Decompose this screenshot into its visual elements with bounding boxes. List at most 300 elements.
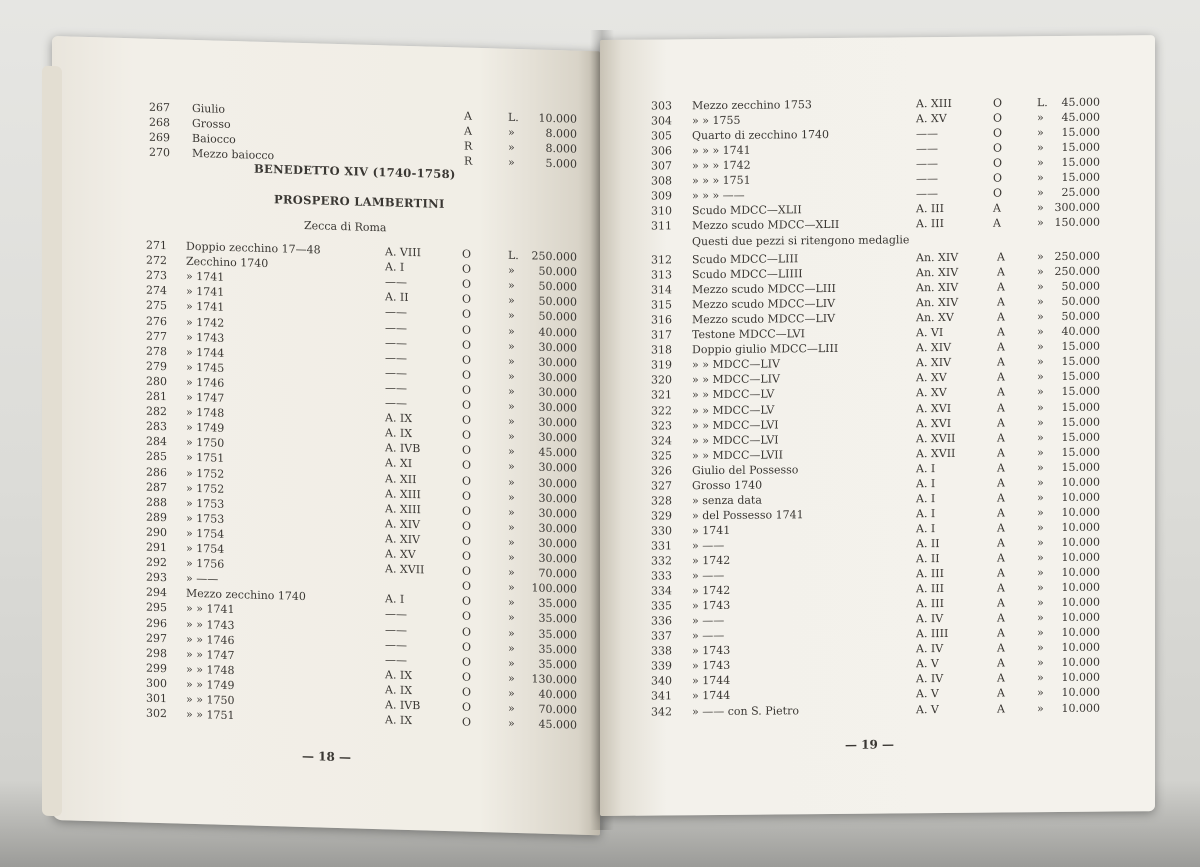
coin-year: A. I: [916, 506, 936, 521]
item-number: 287: [146, 480, 167, 494]
coin-name: » » MDCC—LV: [692, 402, 775, 417]
currency-mark: »: [508, 339, 515, 353]
currency-mark: »: [1037, 581, 1044, 595]
metal-code: A: [997, 325, 1005, 339]
item-number: 315: [651, 298, 672, 312]
left-header-rows: [52, 36, 600, 171]
currency-mark: »: [508, 656, 515, 670]
coin-year: A. XIV: [385, 517, 421, 532]
currency-mark: »: [1037, 460, 1044, 474]
coin-name: » 1744: [186, 345, 225, 360]
currency-mark: »: [508, 399, 515, 413]
coin-value: 15.000: [1061, 354, 1100, 369]
metal-code: A: [997, 491, 1005, 505]
currency-mark: »: [1037, 505, 1044, 520]
metal-code: O: [993, 186, 1003, 200]
metal-code: O: [462, 247, 472, 261]
metal-code: A: [997, 370, 1005, 384]
item-number: 293: [146, 570, 167, 585]
metal-code: O: [993, 111, 1003, 125]
coin-value: 45.000: [1061, 95, 1100, 109]
coin-name: » 1744: [692, 689, 731, 703]
item-number: 306: [651, 144, 672, 158]
metal-code: O: [993, 156, 1003, 170]
coin-value: 70.000: [538, 702, 577, 717]
metal-code: O: [462, 715, 472, 729]
grade-code: A: [464, 124, 472, 138]
metal-code: A: [997, 280, 1005, 294]
grade-code: R: [464, 154, 473, 168]
coin-name: Doppio zecchino 17—48: [186, 239, 321, 257]
item-number: 327: [651, 479, 672, 493]
coin-year: A. IIII: [916, 627, 949, 641]
currency-mark: »: [508, 596, 515, 610]
coin-value: 10.000: [1061, 610, 1100, 625]
coin-year: A. IX: [385, 713, 413, 728]
item-number: 280: [146, 374, 167, 389]
coin-value: 35.000: [538, 642, 577, 657]
coin-year: A. XV: [385, 547, 416, 562]
item-number: 270: [149, 145, 170, 160]
currency-mark: »: [508, 535, 515, 549]
coin-year: A. IVB: [385, 441, 421, 456]
metal-code: A: [993, 201, 1001, 215]
metal-code: A: [997, 250, 1005, 264]
currency-mark: »: [508, 125, 515, 139]
coin-value: 130.000: [531, 672, 577, 687]
coin-value: 35.000: [538, 657, 577, 672]
metal-code: O: [462, 322, 472, 337]
coin-name: » del Possesso 1741: [692, 508, 804, 523]
currency-mark: »: [1037, 566, 1044, 580]
metal-code: O: [462, 609, 472, 624]
coin-year: A. IX: [385, 426, 413, 441]
coin-year: A. II: [916, 552, 940, 566]
metal-code: A: [997, 476, 1005, 490]
metal-code: A: [997, 611, 1005, 625]
metal-code: A: [997, 686, 1005, 700]
coin-year: A. XV: [916, 111, 947, 126]
coin-value: 30.000: [538, 551, 577, 566]
coin-value: 35.000: [538, 596, 577, 611]
section-subheading-mint: Zecca di Roma: [304, 219, 387, 235]
currency-mark: »: [508, 520, 515, 534]
item-number: 307: [651, 159, 672, 173]
coin-year: A. IVB: [385, 698, 421, 713]
coin-name: Scudo MDCC—XLII: [692, 203, 802, 218]
coin-name: » » 1749: [186, 677, 235, 692]
item-number: 272: [146, 253, 167, 268]
currency-mark: »: [1037, 475, 1044, 489]
item-number: 331: [651, 539, 672, 553]
coin-name: » 1743: [692, 644, 731, 658]
coin-value: 15.000: [1061, 339, 1100, 354]
currency-mark: »: [1037, 280, 1044, 294]
coin-name: Testone MDCC—LVI: [692, 327, 805, 342]
coin-name: » ——: [692, 629, 725, 643]
currency-mark: »: [508, 641, 515, 655]
coin-year: ——: [385, 350, 407, 365]
currency-mark: »: [508, 716, 515, 731]
coin-year: An. XV: [916, 311, 954, 325]
coin-year: A. XIII: [916, 96, 952, 111]
metal-code: O: [462, 338, 472, 352]
coin-name: Scudo MDCC—LIIII: [692, 267, 803, 282]
coin-value: 30.000: [538, 460, 577, 476]
currency-mark: »: [1037, 216, 1044, 230]
metal-code: O: [462, 594, 472, 609]
coin-name: Mezzo scudo MDCC—LIV: [692, 297, 836, 312]
coin-name: Scudo MDCC—LIII: [692, 252, 799, 267]
coin-year: ——: [385, 335, 407, 350]
coin-name: » ——: [692, 538, 725, 553]
coin-name: » 1756: [186, 556, 225, 571]
metal-code: A: [997, 656, 1005, 670]
coin-year: A. IX: [385, 411, 413, 426]
metal-code: O: [462, 353, 472, 367]
coin-name: » » MDCC—LV: [692, 387, 775, 402]
item-number: 273: [146, 268, 167, 283]
coin-name: Baiocco: [192, 131, 236, 147]
coin-value: 10.000: [1061, 640, 1100, 655]
coin-year: A. I: [385, 592, 405, 607]
currency-mark: »: [1037, 111, 1044, 125]
coin-name: » » 1751: [186, 707, 235, 723]
right-page: [600, 35, 1155, 816]
item-number: 296: [146, 616, 167, 630]
coin-value: 35.000: [538, 627, 577, 642]
coin-value: 50.000: [538, 279, 577, 294]
currency-mark: »: [508, 550, 515, 564]
item-number: 308: [651, 174, 672, 188]
metal-code: A: [997, 310, 1005, 324]
item-number: 281: [146, 389, 167, 404]
currency-mark: »: [1037, 686, 1044, 700]
coin-year: A. V: [916, 687, 939, 701]
coin-value: 10.000: [1061, 490, 1100, 504]
coin-year: ——: [385, 275, 407, 290]
coin-name: » 1741: [186, 285, 225, 300]
coin-value: 30.000: [538, 476, 577, 491]
coin-value: 10.000: [1061, 520, 1100, 534]
coin-name: » 1746: [186, 375, 225, 390]
coin-name: » 1741: [692, 523, 731, 538]
coin-name: » » MDCC—LVII: [692, 448, 784, 462]
coin-value: 15.000: [1061, 385, 1100, 399]
coin-value: 45.000: [538, 717, 577, 732]
coin-value: 30.000: [538, 506, 577, 521]
coin-name: » 1743: [692, 599, 731, 613]
coin-year: ——: [385, 305, 407, 320]
metal-code: O: [462, 307, 472, 322]
metal-code: O: [462, 489, 472, 503]
coin-name: » » 1741: [186, 602, 235, 617]
item-number: 314: [651, 283, 672, 297]
coin-value: 10.000: [1061, 535, 1100, 549]
coin-name: » 1742: [692, 583, 731, 598]
metal-code: O: [462, 504, 472, 518]
metal-code: A: [997, 295, 1005, 309]
coin-value: 15.000: [1061, 415, 1100, 429]
metal-code: O: [462, 277, 472, 291]
coin-value: 10.000: [1061, 580, 1100, 595]
currency-mark: »: [1037, 310, 1044, 324]
coin-name: » 1752: [186, 466, 225, 481]
coin-value: 40.000: [1061, 324, 1100, 339]
metal-code: A: [997, 671, 1005, 685]
metal-code: A: [997, 626, 1005, 640]
item-number: 333: [651, 569, 672, 583]
currency-mark: »: [1037, 626, 1044, 640]
metal-code: O: [993, 96, 1003, 110]
coin-value: 50.000: [1061, 279, 1100, 294]
item-number: 311: [651, 219, 672, 233]
currency-mark: »: [508, 580, 515, 595]
coin-year: A. III: [916, 567, 944, 581]
coin-name: » » MDCC—LIV: [692, 372, 780, 387]
item-number: 285: [146, 450, 167, 464]
coin-name: » » » ——: [692, 188, 745, 203]
item-number: 323: [651, 418, 672, 433]
currency-mark: »: [508, 701, 515, 715]
metal-code: O: [993, 171, 1003, 185]
left-page: [52, 36, 600, 835]
metal-code: O: [462, 398, 472, 412]
currency-mark: »: [1037, 340, 1044, 354]
coin-value: 10.000: [1061, 625, 1100, 640]
coin-value: 45.000: [538, 445, 577, 460]
currency-mark: »: [1037, 141, 1044, 155]
coin-year: A. XII: [385, 471, 417, 486]
item-number: 271: [146, 238, 167, 253]
coin-value: 15.000: [1061, 125, 1100, 139]
coin-value: 45.000: [1061, 110, 1100, 124]
currency-mark: »: [508, 278, 515, 293]
coin-value: 30.000: [538, 430, 577, 445]
currency-mark: »: [1037, 415, 1044, 429]
grade-code: R: [464, 139, 473, 153]
coin-year: A. IX: [385, 668, 413, 682]
metal-code: A: [997, 340, 1005, 354]
currency-mark: L.: [508, 248, 519, 263]
item-number: 321: [651, 388, 672, 402]
item-number: 304: [651, 114, 672, 128]
metal-code: O: [462, 368, 472, 382]
currency-mark: »: [508, 565, 515, 580]
item-number: 294: [146, 585, 167, 600]
metal-code: A: [997, 701, 1005, 716]
coin-year: An. XIV: [916, 280, 959, 295]
currency-mark: »: [508, 294, 515, 308]
coin-year: A. XVII: [916, 446, 956, 460]
coin-name: » 1749: [186, 420, 225, 435]
currency-mark: »: [1037, 186, 1044, 200]
coin-value: 5.000: [545, 156, 577, 171]
coin-name: » 1741: [186, 269, 225, 284]
currency-mark: »: [1037, 551, 1044, 565]
coin-year: A. III: [916, 201, 944, 216]
currency-mark: »: [508, 429, 515, 444]
coin-year: ——: [916, 187, 938, 201]
coin-value: 8.000: [545, 126, 577, 141]
coin-name: Mezzo baiocco: [192, 146, 275, 163]
item-number: 329: [651, 509, 672, 523]
coin-value: 150.000: [1054, 215, 1100, 230]
coin-name: » ——: [692, 568, 725, 583]
coin-year: A. XIII: [385, 501, 421, 516]
coin-name: » 1744: [692, 674, 731, 688]
coin-year: ——: [916, 127, 938, 141]
currency-mark: »: [1037, 701, 1044, 715]
item-number: 284: [146, 434, 167, 449]
coin-name: Mezzo scudo MDCC—LIV: [692, 312, 836, 327]
item-number: 290: [146, 525, 167, 540]
coin-value: 250.000: [1054, 249, 1100, 264]
metal-code: O: [462, 700, 472, 714]
coin-name: » 1753: [186, 496, 225, 511]
metal-code: O: [462, 579, 472, 593]
coin-value: 10.000: [1061, 655, 1100, 670]
metal-code: O: [462, 685, 472, 699]
item-number: 282: [146, 404, 167, 419]
currency-mark: »: [508, 309, 515, 323]
currency-mark: »: [1037, 385, 1044, 399]
metal-code: O: [993, 141, 1003, 155]
item-number: 324: [651, 433, 672, 448]
metal-code: O: [462, 413, 472, 427]
metal-code: O: [462, 624, 472, 639]
coin-name: » senza data: [692, 493, 762, 507]
right-catalog-rows-top: [600, 35, 1155, 233]
coin-year: A. XV: [916, 371, 947, 385]
metal-code: A: [997, 385, 1005, 399]
coin-name: » » » 1741: [692, 143, 751, 158]
coin-value: 10.000: [1061, 686, 1100, 700]
item-number: 316: [651, 313, 672, 327]
coin-name: » » 1743: [186, 617, 235, 632]
coin-name: » ——: [186, 571, 219, 586]
page-number-left: — 18 —: [302, 748, 352, 765]
currency-mark: »: [1037, 490, 1044, 504]
currency-mark: »: [508, 671, 515, 685]
coin-year: ——: [916, 142, 938, 156]
coin-year: ——: [916, 157, 938, 171]
coin-name: » » » 1751: [692, 173, 751, 188]
item-number: 303: [651, 99, 672, 113]
metal-code: O: [462, 262, 472, 276]
metal-code: A: [997, 566, 1005, 580]
coin-year: A. III: [916, 216, 944, 231]
coin-value: 50.000: [1061, 309, 1100, 324]
coin-year: An. XIV: [916, 296, 959, 310]
currency-mark: »: [508, 263, 515, 278]
section-heading-pope: BENEDETTO XIV (1740-1758): [254, 161, 456, 182]
coin-value: 30.000: [538, 400, 577, 415]
metal-code: O: [462, 564, 472, 578]
coin-value: 10.000: [538, 111, 577, 126]
item-number: 340: [651, 674, 672, 688]
currency-mark: »: [508, 369, 515, 383]
currency-mark: »: [508, 505, 515, 519]
coin-year: A. XIII: [385, 486, 421, 501]
currency-mark: »: [508, 324, 515, 338]
item-number: 322: [651, 403, 672, 418]
coin-name: » 1754: [186, 541, 225, 556]
coin-year: A. VIII: [385, 245, 421, 260]
coin-name: » 1742: [692, 553, 731, 568]
currency-mark: »: [508, 490, 515, 504]
section-heading-name: PROSPERO LAMBERTINI: [274, 192, 445, 211]
currency-mark: »: [1037, 201, 1044, 215]
coin-year: ——: [916, 172, 938, 186]
coin-value: 15.000: [1061, 170, 1100, 184]
item-number: 320: [651, 373, 672, 387]
metal-code: O: [462, 473, 472, 488]
coin-value: 30.000: [538, 340, 577, 355]
coin-year: A. IV: [916, 642, 944, 656]
item-number: 326: [651, 464, 672, 478]
coin-name: » 1753: [186, 511, 225, 526]
coin-name: » 1751: [186, 451, 225, 466]
metal-code: A: [997, 551, 1005, 565]
coin-year: An. XIV: [916, 265, 959, 280]
coin-year: A. III: [916, 582, 944, 596]
coin-name: Mezzo scudo MDCC—XLII: [692, 217, 840, 233]
currency-mark: »: [1037, 295, 1044, 309]
item-number: 298: [146, 646, 167, 660]
coin-value: 10.000: [1061, 671, 1100, 685]
currency-mark: »: [508, 611, 515, 625]
item-number: 269: [149, 130, 170, 145]
item-number: 275: [146, 299, 167, 313]
coin-year: A. XIV: [385, 532, 421, 547]
coin-value: 250.000: [1054, 264, 1100, 279]
metal-code: O: [462, 458, 472, 473]
metal-code: A: [997, 506, 1005, 520]
coin-name: Grosso 1740: [692, 478, 763, 492]
item-number: 319: [651, 358, 672, 372]
item-number: 295: [146, 601, 167, 615]
coin-value: 30.000: [538, 415, 577, 430]
metal-code: A: [997, 400, 1005, 415]
item-number: 309: [651, 189, 672, 203]
coin-year: A. V: [916, 657, 939, 671]
item-number: 330: [651, 524, 672, 538]
coin-value: 30.000: [538, 370, 577, 385]
coin-year: A. II: [385, 290, 409, 305]
page-number-right: — 19 —: [845, 737, 895, 752]
currency-mark: »: [1037, 671, 1044, 685]
coin-year: A. XVI: [916, 401, 952, 415]
item-number: 339: [651, 659, 672, 673]
coin-year: An. XIV: [916, 250, 959, 265]
coin-value: 25.000: [1061, 185, 1100, 199]
metal-code: A: [997, 596, 1005, 610]
currency-mark: »: [1037, 596, 1044, 610]
coin-value: 50.000: [1061, 294, 1100, 309]
coin-name: Doppio giulio MDCC—LIII: [692, 342, 839, 357]
item-number: 341: [651, 689, 672, 703]
coin-value: 300.000: [1054, 200, 1100, 215]
coin-year: A. XV: [916, 386, 947, 400]
coin-year: A. II: [916, 536, 940, 551]
coin-value: 15.000: [1061, 140, 1100, 154]
currency-mark: »: [1037, 400, 1044, 414]
coin-year: A. VI: [916, 326, 944, 340]
coin-value: 15.000: [1061, 370, 1100, 384]
item-number: 268: [149, 115, 170, 130]
metal-code: O: [462, 292, 472, 307]
